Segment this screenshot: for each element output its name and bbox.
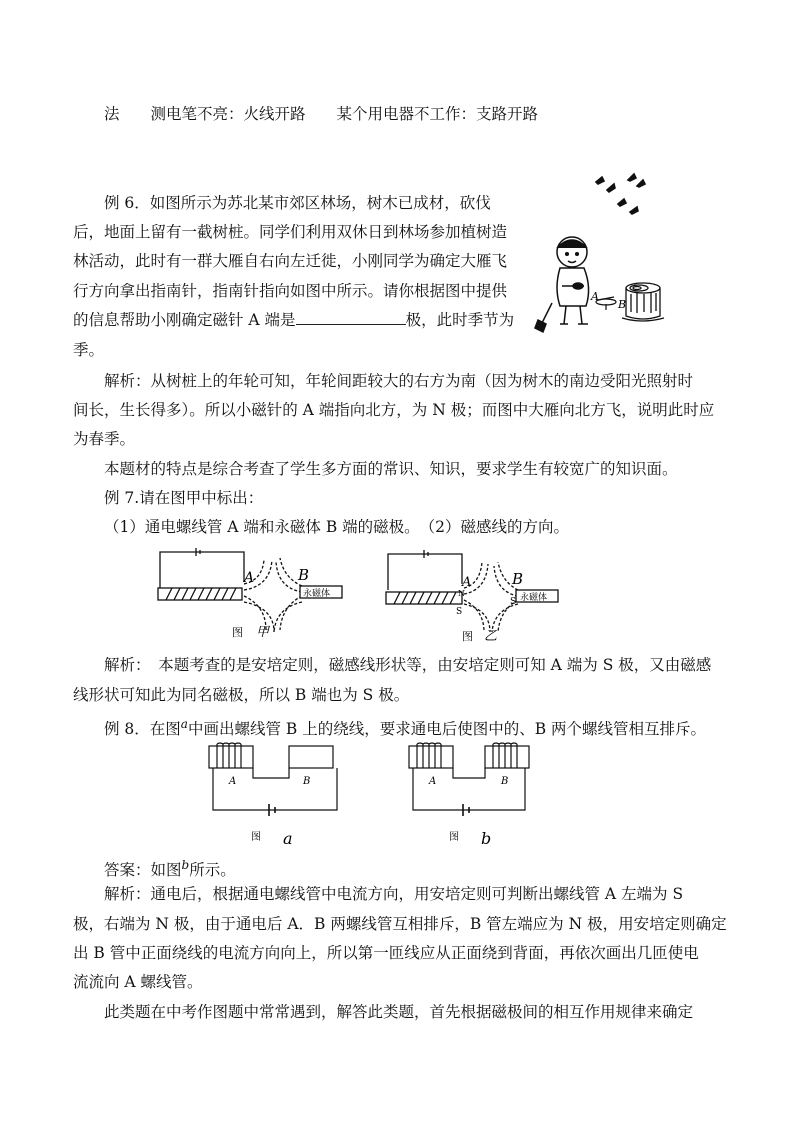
example6-line-1: 例 6．如图所示为苏北某市郊区林场，树木已成材，砍伐: [104, 194, 491, 212]
answer-blank[interactable]: [296, 310, 406, 325]
analysis8-line-1: 解析：通电后，根据通电螺线管中电流方向，用安培定则可判断出螺线管 A 左端为 S: [104, 885, 684, 903]
connecting-wire: [453, 768, 485, 778]
circuit-wire: [388, 554, 462, 590]
analysis8-line-4: 流流向 A 螺线管。: [73, 973, 203, 991]
example6-line-5b: 极，此时季节为: [405, 311, 515, 329]
connecting-wire: [253, 768, 289, 778]
label-a: A: [462, 575, 472, 590]
closing-line: 此类题在中考作图题中常常遇到，解答此类题，首先根据磁极间的相互作用规律来确定: [104, 1003, 694, 1021]
label-a: A: [244, 570, 255, 586]
magnet-label: 永磁体: [520, 593, 548, 603]
caption-prefix: 图: [462, 630, 473, 643]
caption-name: b: [481, 829, 492, 848]
example6-line-2: 后，地面上留有一截树桩。同学们利用双休日到林场参加植树造: [73, 223, 508, 241]
solenoid-b: [485, 746, 529, 768]
label-b: B: [298, 566, 310, 584]
answer8-part-a: 答案：如图: [104, 861, 182, 880]
caption-prefix: 图: [251, 832, 261, 843]
label-b: B: [501, 776, 509, 787]
caption-name: 乙: [484, 629, 498, 644]
analysis8-line-2: 极，右端为 N 极，由于通电后 A．B 两螺线管互相排斥，B 管左端应为 N 极，用安培定则确定: [73, 915, 727, 933]
example8-part-b: 中画出螺线管 B 上的绕线，要求通电后使图中的、B 两个螺线管相互排斥。: [187, 720, 707, 739]
example6-figure: [532, 168, 672, 348]
figure7-yi: [380, 540, 580, 645]
label-s-right: S: [510, 597, 517, 607]
geese-icon: [596, 174, 645, 214]
label-a: A: [229, 776, 237, 787]
circuit-wire: [160, 552, 244, 590]
answer8-part-b: 所示。: [189, 861, 236, 880]
symbol-a: a: [180, 717, 188, 731]
symbol-b: b: [181, 858, 190, 872]
figure8-b: [405, 740, 545, 852]
circuit-wire: [213, 768, 337, 810]
stump-icon: [622, 283, 664, 321]
analysis6-line-3: 为春季。: [73, 430, 136, 448]
figure7-jia: [152, 540, 352, 640]
label-b: B: [512, 570, 524, 588]
example8-question: [104, 714, 706, 739]
label-n: N: [458, 589, 465, 598]
analysis6-line-1: 解析：从树桩上的年轮可知，年轮间距较大的右方为南（因为树木的南边受阳光照射时: [104, 372, 694, 390]
label-a: A: [429, 776, 437, 787]
analysis8-line-3: 出 B 管中正面绕线的电流方向向上，所以第一匝线应从正面绕到背面，再依次画出几匝使电: [73, 944, 699, 962]
compass-label-b: B: [618, 298, 627, 311]
caption-name: a: [283, 829, 293, 848]
example7-question: （1）通电螺线管 A 端和永磁体 B 端的磁极。 （2）磁感线的方向。: [104, 518, 570, 536]
label-s-left: S: [456, 607, 463, 617]
caption-name: 甲: [256, 625, 270, 640]
analysis7-line-1: 解析： 本题考查的是安培定则，磁感线形状等，由安培定则可知 A 端为 S 极，又由磁感: [104, 656, 712, 674]
example6-line-5a: 的信息帮助小刚确定磁针 A 端是: [73, 311, 296, 329]
caption-prefix: 图: [232, 626, 243, 639]
solenoid-b: [289, 746, 333, 768]
summary-line: 本题材的特点是综合考查了学生多方面的常识、知识，要求学生有较宽广的知识面。: [104, 460, 678, 478]
caption-prefix: 图: [449, 832, 459, 843]
circuit-wire: [413, 768, 525, 810]
example6-line-5: [73, 310, 514, 330]
example6-line-6: 季。: [73, 341, 105, 359]
example7-title: 例 7.请在图甲中标出：: [104, 489, 264, 507]
text-line-1: 法 测电笔不亮：火线开路 某个用电器不工作：支路开路: [104, 105, 539, 123]
magnet-label: 永磁体: [303, 589, 331, 599]
example6-line-4: 行方向拿出指南针，指南针指向如图中所示。请你根据图中提供: [73, 282, 508, 300]
solenoid-a: [209, 746, 253, 768]
boy-icon: [535, 237, 589, 332]
example6-line-3: 林活动，此时有一群大雁自右向左迁徙，小刚同学为确定大雁飞: [73, 252, 508, 270]
compass-label-a: A: [591, 290, 599, 303]
label-b: B: [303, 776, 311, 787]
figure8-a: [205, 740, 345, 852]
example8-part-a: 例 8．在图: [104, 720, 181, 739]
analysis6-line-2: 间长，生长得多）。所以小磁针的 A 端指向北方，为 N 极；而图中大雁向北方飞，说明此时应: [73, 401, 715, 419]
analysis7-line-2: 线形状可知此为同名磁极，所以 B 端也为 S 极。: [73, 686, 410, 704]
compass-icon: [596, 297, 616, 310]
answer8-line: [104, 855, 236, 880]
solenoid-a: [409, 746, 453, 768]
